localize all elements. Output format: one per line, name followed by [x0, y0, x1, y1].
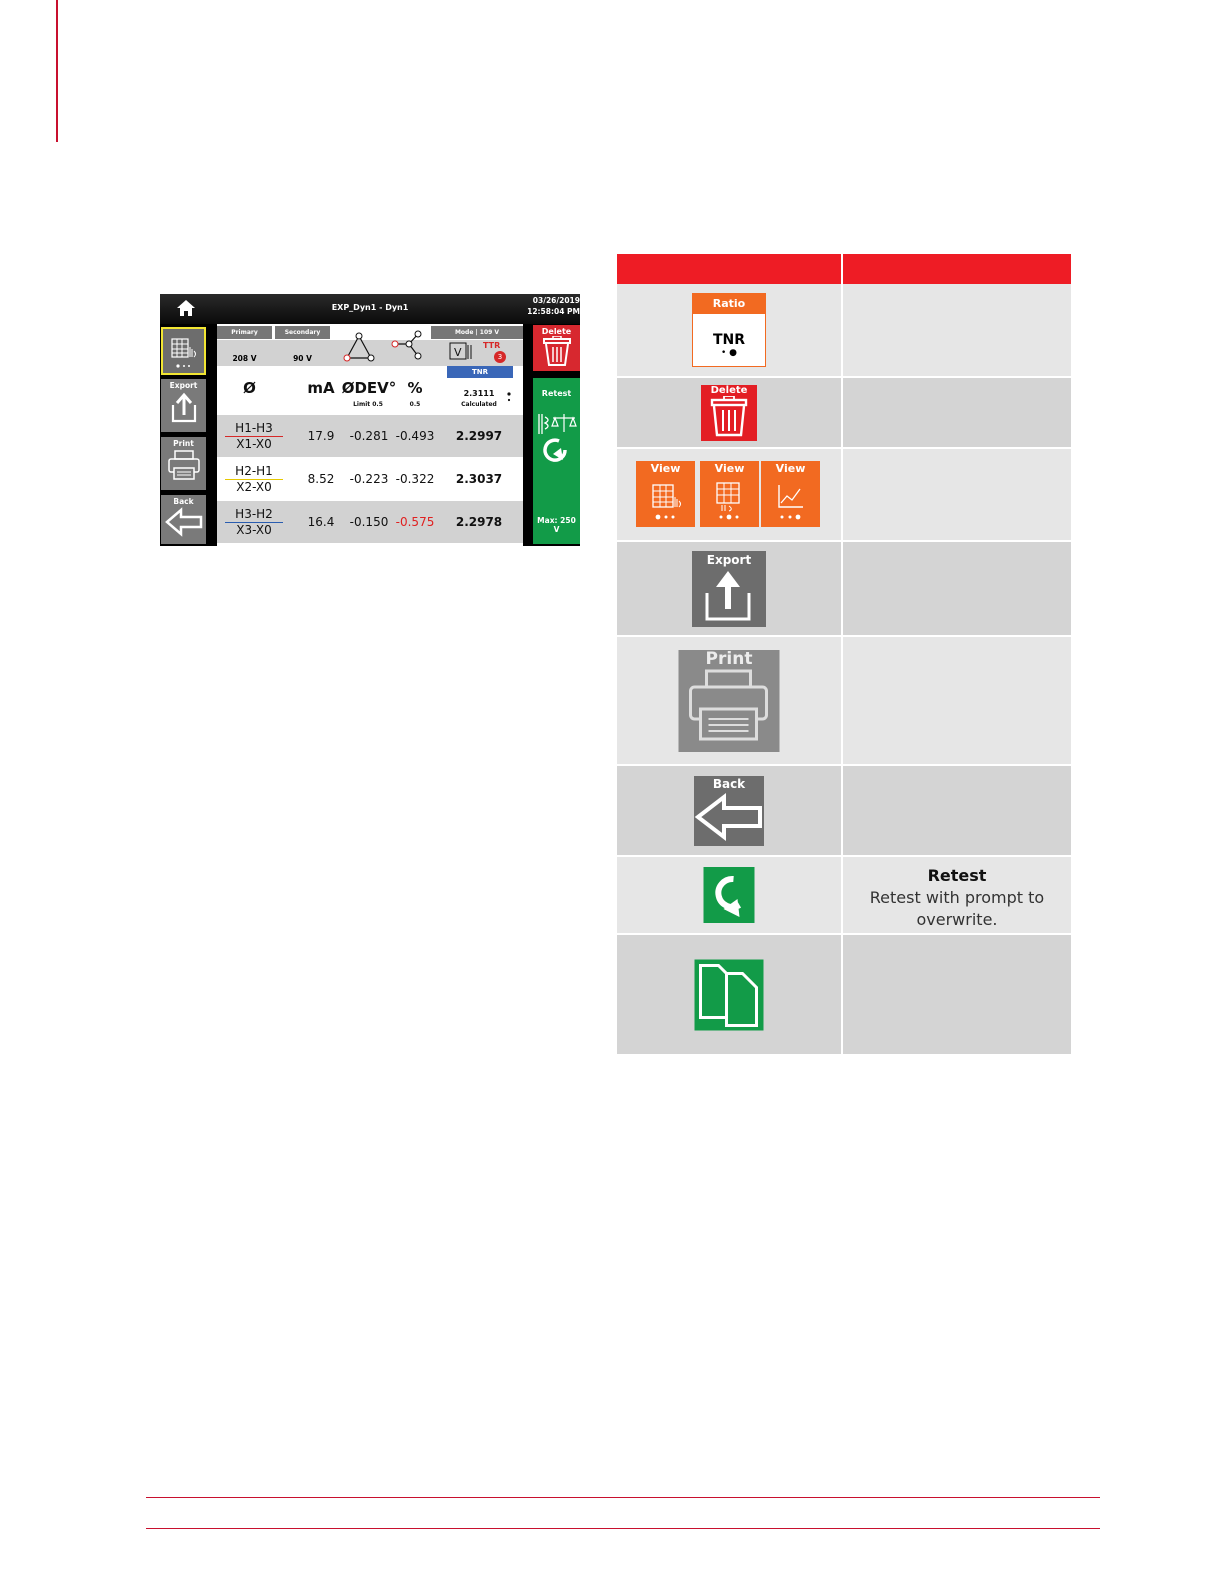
ratio-display-value: TNR	[712, 332, 746, 348]
result-row[interactable]	[217, 458, 523, 500]
footer-rule-top	[146, 1497, 1100, 1498]
delete-icon	[701, 385, 757, 441]
percent-column-header: %	[407, 379, 423, 397]
ratio-display-tnr-icon	[692, 293, 766, 367]
results-panel	[217, 324, 523, 546]
retest-button[interactable]	[533, 378, 580, 544]
mode-header: Mode | 109 V	[431, 326, 523, 339]
percent-limit-label: 0.5	[409, 401, 421, 408]
printer-icon	[679, 669, 780, 747]
export-icon-label: Export	[706, 552, 752, 567]
table-detail-icon	[700, 475, 759, 523]
copy-icon	[695, 959, 764, 1030]
footer-rule-bottom	[146, 1528, 1100, 1529]
table-row	[617, 766, 1071, 855]
view-label-3: View	[775, 462, 806, 475]
meter-icon	[449, 341, 477, 363]
ttr-label: TTR	[483, 341, 501, 350]
phase-x-label: X2-X0	[236, 480, 272, 494]
print-label: Print	[173, 439, 194, 448]
table-row	[617, 378, 1071, 447]
retest-title: Retest	[927, 866, 987, 885]
date-time	[527, 295, 580, 317]
back-arrow-icon	[694, 791, 764, 843]
secondary-voltage: 90 V	[293, 354, 312, 363]
refresh-arrow-icon	[704, 867, 755, 923]
view-label-1: View	[650, 462, 681, 475]
phase-x-label: X1-X0	[236, 437, 272, 451]
print-icon-label: Print	[705, 648, 753, 669]
ma-value: 8.52	[307, 472, 335, 486]
percent-value: -0.493	[395, 429, 435, 443]
percent-value: -0.322	[395, 472, 435, 486]
retest-icon	[704, 867, 755, 923]
upload-arrow-icon	[692, 567, 766, 623]
view-table-icon	[636, 461, 695, 527]
phase-h-label: H3-H2	[235, 507, 273, 521]
table-header	[617, 254, 1071, 284]
table-row	[617, 284, 1071, 376]
print-icon	[679, 650, 780, 752]
phase-column-header: Ø	[243, 379, 256, 397]
time-text: 12:58:04 PM	[527, 307, 580, 316]
table-row	[617, 637, 1071, 764]
retest-label: Retest	[541, 389, 572, 398]
phase-h-label: H1-H3	[235, 421, 273, 435]
ratio-value: 2.2978	[455, 515, 503, 529]
table-row	[617, 857, 1071, 933]
phase-x-label: X3-X0	[236, 523, 272, 537]
view-details-icon	[700, 461, 759, 527]
ma-column-header: mA	[307, 379, 335, 397]
result-row[interactable]	[217, 415, 523, 457]
result-row[interactable]	[217, 501, 523, 543]
copy-pages-icon	[695, 959, 764, 1030]
phase-h-label: H2-H1	[235, 464, 273, 478]
ma-value: 17.9	[307, 429, 335, 443]
back-label: Back	[173, 497, 194, 506]
back-button[interactable]	[161, 495, 206, 544]
max-voltage-label: Max: 250 V	[537, 516, 576, 534]
primary-voltage: 208 V	[232, 354, 257, 363]
percent-value: -0.575	[395, 515, 435, 529]
printer-icon	[166, 449, 202, 481]
delete-button[interactable]	[533, 325, 580, 371]
view-chart-icon	[761, 461, 820, 527]
more-dots-icon[interactable]	[505, 391, 513, 403]
table-view-icon	[163, 329, 204, 373]
delete-label: Delete	[541, 327, 572, 336]
ratio-value: 2.3037	[455, 472, 503, 486]
trash-icon	[541, 336, 573, 366]
test-title: EXP_Dyn1 - Dyn1	[331, 303, 409, 312]
dev-value: -0.281	[349, 429, 389, 443]
svg-text:V: V	[454, 346, 462, 359]
dev-column-header: ØDEV°	[341, 379, 397, 397]
export-icon	[692, 551, 766, 627]
ratio-display-title: Ratio Display	[693, 294, 765, 314]
home-icon[interactable]	[176, 298, 196, 318]
view-table-button[interactable]	[161, 327, 206, 375]
margin-accent-bar	[56, 0, 58, 142]
dev-limit-label: Limit 0.5	[353, 401, 383, 408]
ratio-value: 2.2997	[455, 429, 503, 443]
calculated-label: Calculated	[461, 401, 497, 408]
ttr-count-badge: 3	[494, 351, 506, 363]
view-label-2: View	[714, 462, 745, 475]
ma-value: 16.4	[307, 515, 335, 529]
delta-winding-icon	[339, 328, 379, 364]
page-dots-icon: • ●	[720, 348, 738, 358]
back-icon-label: Back	[712, 776, 746, 791]
secondary-header: Secondary	[275, 326, 330, 339]
table-row	[617, 935, 1071, 1054]
device-screenshot	[160, 294, 580, 546]
export-label: Export	[169, 381, 198, 390]
retest-description	[843, 857, 1071, 931]
table-row	[617, 449, 1071, 540]
export-icon	[169, 391, 199, 423]
trash-icon	[701, 396, 757, 438]
retest-text: Retest with prompt to overwrite.	[869, 888, 1045, 929]
print-button[interactable]	[161, 437, 206, 490]
delete-icon-label: Delete	[710, 384, 748, 396]
date-text: 03/26/2019	[532, 296, 580, 305]
dev-value: -0.150	[349, 515, 389, 529]
back-icon	[694, 776, 764, 846]
table-grid-icon	[636, 475, 695, 523]
retest-icon	[535, 410, 579, 470]
tnr-badge: TNR	[447, 366, 513, 378]
export-button[interactable]	[161, 379, 206, 432]
button-reference-table	[617, 254, 1071, 1054]
wye-winding-icon	[387, 326, 427, 364]
back-arrow-icon	[164, 507, 204, 537]
primary-header: Primary	[217, 326, 272, 339]
dev-value: -0.223	[349, 472, 389, 486]
line-chart-icon	[761, 475, 820, 523]
table-row	[617, 542, 1071, 635]
calculated-ratio: 2.3111	[463, 389, 495, 398]
